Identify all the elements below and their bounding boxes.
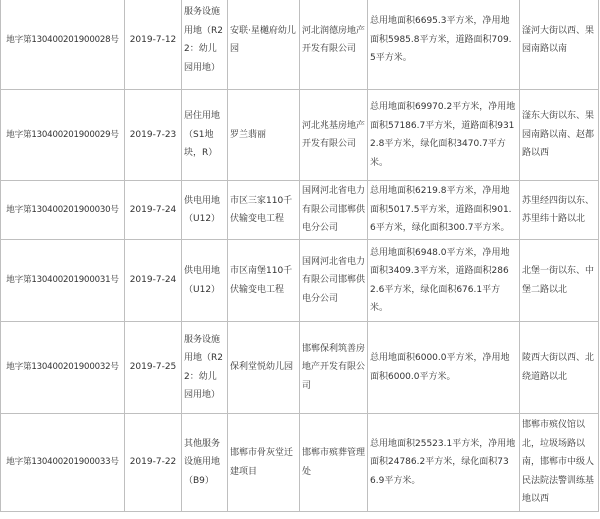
applicant-unit: 国网河北省电力有限公司邯郸供电分公司 (300, 181, 368, 240)
land-location: 陵西大街以西、北绕道路以北 (520, 322, 599, 414)
land-location: 北堡一街以东、中堡二路以北 (520, 240, 599, 322)
table-row (1, 240, 599, 322)
land-scale: 总用地面积6000.0平方米，净用地面积6000.0平方米。 (368, 322, 520, 414)
applicant-unit: 河北兆基房地产开发有限公司 (300, 90, 368, 181)
table-row (1, 181, 599, 240)
project-name: 邯郸市骨灰堂迁建项目 (228, 414, 300, 512)
applicant-unit: 河北润德房地产开发有限公司 (300, 0, 368, 90)
land-use: 供电用地（U12） (182, 181, 228, 240)
land-scale: 总用地面积25523.1平方米，净用地面积24786.2平方米，绿化面积736.9平方米。 (368, 414, 520, 512)
table-row (1, 414, 599, 512)
land-scale: 总用地面积6219.8平方米，净用地面积5017.5平方米，道路面积901.6平方米，绿化面积300.7平方米。 (368, 181, 520, 240)
permit-number: 地字第130400201900031号 (1, 240, 125, 322)
land-location: 滏河大街以西、果园南路以南 (520, 0, 599, 90)
issue-date: 2019-7-24 (125, 181, 182, 240)
project-name: 市区南堡110千伏输变电工程 (228, 240, 300, 322)
land-scale: 总用地面积6695.3平方米，净用地面积5985.8平方米，道路面积709.5平方米。 (368, 0, 520, 90)
applicant-unit: 邯郸市殡葬管理处 (300, 414, 368, 512)
project-name: 保利堂悦幼儿园 (228, 322, 300, 414)
permit-number: 地字第130400201900032号 (1, 322, 125, 414)
land-use: 其他服务设施用地（B9） (182, 414, 228, 512)
land-scale: 总用地面积69970.2平方米，净用地面积57186.7平方米，道路面积9312.8平方米，绿化面积3470.7平方米。 (368, 90, 520, 181)
issue-date: 2019-7-23 (125, 90, 182, 181)
permit-number: 地字第130400201900028号 (1, 0, 125, 90)
project-name: 罗兰翡丽 (228, 90, 300, 181)
table-row (1, 322, 599, 414)
land-location: 滏东大街以东、果园南路以南、赵都路以西 (520, 90, 599, 181)
issue-date: 2019-7-12 (125, 0, 182, 90)
land-use: 居住用地（S1地块，R） (182, 90, 228, 181)
table-row (1, 90, 599, 181)
land-location: 苏里经四街以东、苏里纬十路以北 (520, 181, 599, 240)
issue-date: 2019-7-24 (125, 240, 182, 322)
land-scale: 总用地面积6948.0平方米，净用地面积3409.3平方米，道路面积2862.6平方米，绿化面积676.1平方米。 (368, 240, 520, 322)
land-use: 供电用地（U12） (182, 240, 228, 322)
permit-number: 地字第130400201900033号 (1, 414, 125, 512)
project-name: 市区三家110千伏输变电工程 (228, 181, 300, 240)
issue-date: 2019-7-25 (125, 322, 182, 414)
land-location: 邯郸市殡仪馆以北，垃圾场路以南，邯郸市中级人民法院法警训练基地以西 (520, 414, 599, 512)
land-use: 服务设施用地（R22：幼儿园用地） (182, 322, 228, 414)
issue-date: 2019-7-22 (125, 414, 182, 512)
land-use: 服务设施用地（R22：幼儿园用地） (182, 0, 228, 90)
table-row (1, 0, 599, 90)
permit-number: 地字第130400201900029号 (1, 90, 125, 181)
applicant-unit: 邯郸保利筑善房地产开发有限公司 (300, 322, 368, 414)
project-name: 安联·星樾府幼儿园 (228, 0, 300, 90)
permit-number: 地字第130400201900030号 (1, 181, 125, 240)
applicant-unit: 国网河北省电力有限公司邯郸供电分公司 (300, 240, 368, 322)
